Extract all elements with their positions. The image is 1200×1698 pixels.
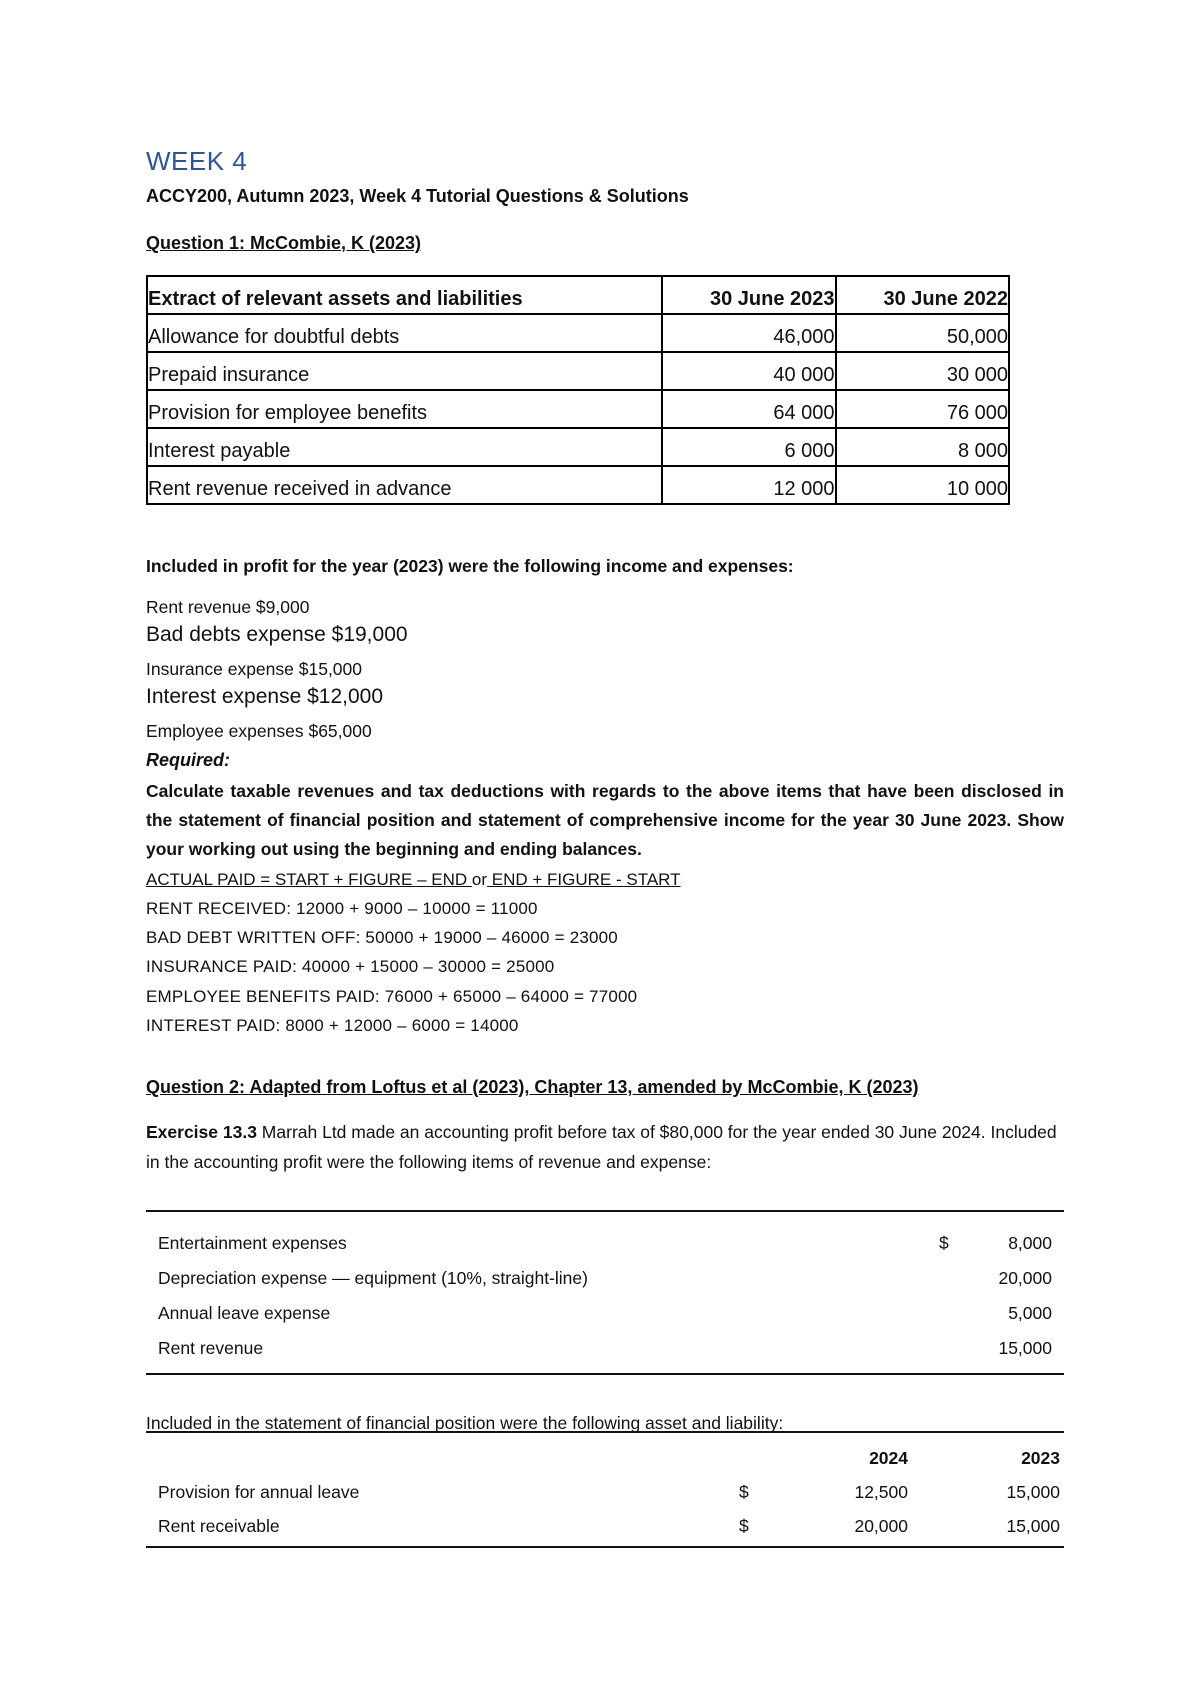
value-2024: 20,000 bbox=[854, 1516, 908, 1536]
table-row bbox=[158, 1516, 1060, 1540]
income-item: Insurance expense $15,000 bbox=[146, 659, 362, 679]
currency-symbol: $ bbox=[739, 1516, 749, 1536]
table-row bbox=[158, 1233, 1052, 1257]
table-cell: 8 000 bbox=[836, 428, 1010, 466]
required-label: Required: bbox=[146, 750, 231, 770]
calculation-line: BAD DEBT WRITTEN OFF: 50000 + 19000 – 46000 = 23000 bbox=[146, 928, 618, 947]
item-value: 20,000 bbox=[998, 1268, 1052, 1288]
table-row bbox=[158, 1338, 1052, 1362]
table-cell: 46,000 bbox=[662, 314, 835, 352]
exercise-label: Exercise 13.3 bbox=[146, 1122, 257, 1142]
table-top-rule bbox=[146, 1210, 1064, 1212]
table-row bbox=[147, 466, 1009, 504]
income-item: Rent revenue $9,000 bbox=[146, 597, 310, 617]
table-cell: 40 000 bbox=[662, 352, 835, 390]
income-item: Bad debts expense $19,000 bbox=[146, 623, 408, 646]
table-top-rule bbox=[146, 1431, 1064, 1433]
exercise-text: Marrah Ltd made an accounting profit before tax of $80,000 for the year ended 30 June 2024. Included in the accounting profit were the following items of revenue and expense: bbox=[146, 1122, 1057, 1172]
value-2023: 15,000 bbox=[1006, 1516, 1060, 1536]
table-cell: 10 000 bbox=[836, 466, 1010, 504]
item-value: 8,000 bbox=[1008, 1233, 1052, 1253]
column-header-2023: 2023 bbox=[1021, 1448, 1060, 1468]
currency-symbol: $ bbox=[739, 1482, 749, 1502]
column-header-2024: 2024 bbox=[869, 1448, 908, 1468]
table-bottom-rule bbox=[146, 1546, 1064, 1548]
table-cell: 64 000 bbox=[662, 390, 835, 428]
table-row bbox=[147, 352, 1009, 390]
table-row bbox=[158, 1303, 1052, 1327]
income-item: Interest expense $12,000 bbox=[146, 685, 384, 708]
question-2-title: Question 2: Adapted from Loftus et al (2023), Chapter 13, amended by McCombie, K (2023) bbox=[146, 1077, 919, 1097]
table-row bbox=[158, 1268, 1052, 1292]
value-2024: 12,500 bbox=[854, 1482, 908, 1502]
financial-position-intro: Included in the statement of financial position were the following asset and liability: bbox=[146, 1413, 784, 1433]
table-row bbox=[158, 1482, 1060, 1506]
table-cell: Allowance for doubtful debts bbox=[147, 314, 662, 352]
calculation-line: INSURANCE PAID: 40000 + 15000 – 30000 = 25000 bbox=[146, 957, 555, 976]
exercise-paragraph bbox=[146, 1117, 1064, 1177]
table-cell: 50,000 bbox=[836, 314, 1010, 352]
table-cell: Prepaid insurance bbox=[147, 352, 662, 390]
table-row bbox=[147, 428, 1009, 466]
item-value: 5,000 bbox=[1008, 1303, 1052, 1323]
required-instructions: Calculate taxable revenues and tax deductions with regards to the above items that have been disclosed in the statement of financial position and statement of comprehensive income for the year 30 June 2023. Show your working out using the beginning and ending balances. bbox=[146, 781, 1064, 859]
table-header-cell: 30 June 2022 bbox=[836, 276, 1010, 314]
formula-joiner: or bbox=[471, 870, 488, 889]
item-label: Depreciation expense — equipment (10%, straight-line) bbox=[158, 1268, 588, 1288]
calculation-line: EMPLOYEE BENEFITS PAID: 76000 + 65000 – 64000 = 77000 bbox=[146, 987, 638, 1006]
table-header-row bbox=[147, 276, 1009, 314]
value-2023: 15,000 bbox=[1006, 1482, 1060, 1502]
item-value: 15,000 bbox=[998, 1338, 1052, 1358]
currency-symbol: $ bbox=[939, 1233, 949, 1253]
table-cell: Rent revenue received in advance bbox=[147, 466, 662, 504]
table-cell: 76 000 bbox=[836, 390, 1010, 428]
table-row bbox=[147, 390, 1009, 428]
item-label: Rent receivable bbox=[158, 1516, 280, 1536]
item-label: Annual leave expense bbox=[158, 1303, 331, 1323]
question-1-title: Question 1: McCombie, K (2023) bbox=[146, 233, 422, 253]
table-bottom-rule bbox=[146, 1373, 1064, 1375]
table-cell: Interest payable bbox=[147, 428, 662, 466]
item-label: Rent revenue bbox=[158, 1338, 264, 1358]
table-cell: 12 000 bbox=[662, 466, 835, 504]
calculation-line: INTEREST PAID: 8000 + 12000 – 6000 = 14000 bbox=[146, 1016, 519, 1035]
actual-paid-formula bbox=[146, 870, 681, 890]
assets-liabilities-table bbox=[146, 275, 1010, 505]
calculation-line: RENT RECEIVED: 12000 + 9000 – 10000 = 11000 bbox=[146, 899, 538, 918]
table-row bbox=[147, 314, 1009, 352]
formula-part-1: ACTUAL PAID = START + FIGURE – END bbox=[146, 870, 472, 889]
table-header-cell: 30 June 2023 bbox=[662, 276, 835, 314]
document-subtitle: ACCY200, Autumn 2023, Week 4 Tutorial Questions & Solutions bbox=[146, 186, 689, 206]
week-heading: WEEK 4 bbox=[146, 146, 248, 176]
item-label: Entertainment expenses bbox=[158, 1233, 347, 1253]
formula-part-2: END + FIGURE - START bbox=[487, 870, 681, 889]
included-in-profit-heading: Included in profit for the year (2023) were the following income and expenses: bbox=[146, 556, 794, 576]
table-cell: 30 000 bbox=[836, 352, 1010, 390]
item-label: Provision for annual leave bbox=[158, 1482, 360, 1502]
table-header-cell: Extract of relevant assets and liabilities bbox=[147, 276, 662, 314]
table-cell: 6 000 bbox=[662, 428, 835, 466]
income-item: Employee expenses $65,000 bbox=[146, 721, 372, 741]
table-cell: Provision for employee benefits bbox=[147, 390, 662, 428]
table-header-row bbox=[158, 1448, 1060, 1472]
